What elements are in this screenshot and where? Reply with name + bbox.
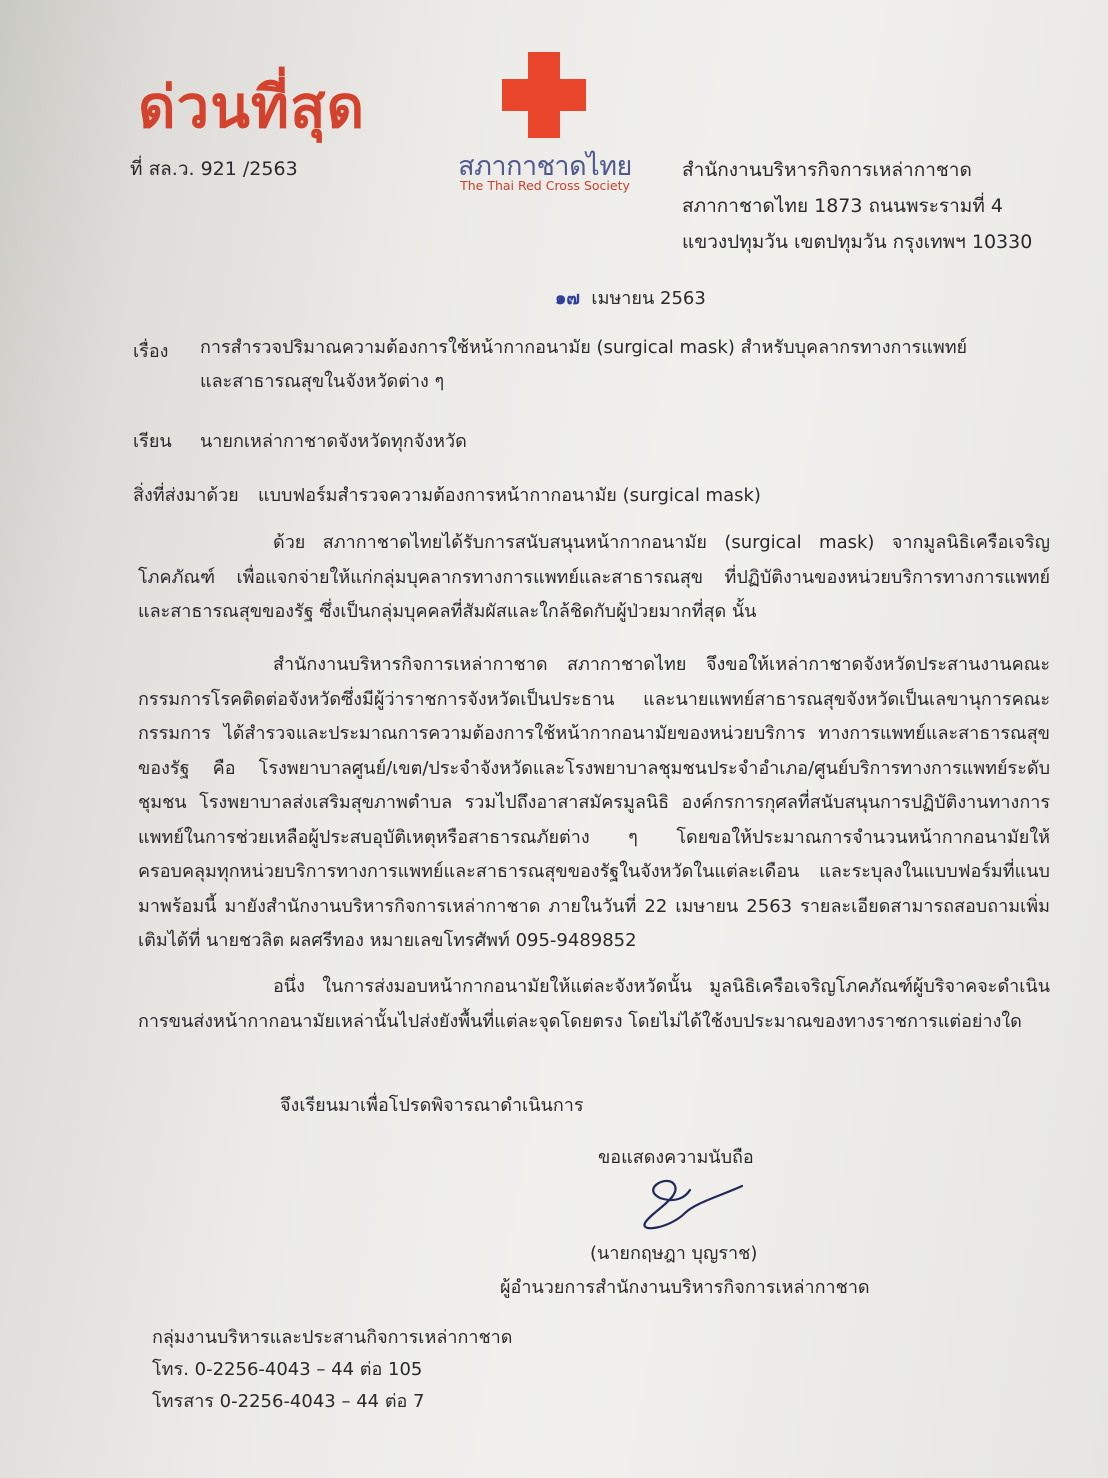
footer-unit: กลุ่มงานบริหารและประสานกิจการเหล่ากาชาด: [152, 1327, 513, 1348]
subject-label: เรื่อง: [133, 341, 169, 362]
sender-address: [682, 152, 1032, 260]
recipient-value: นายกเหล่ากาชาดจังหวัดทุกจังหวัด: [200, 431, 467, 452]
address-line-2: สภากาชาดไทย 1873 ถนนพระรามที่ 4: [682, 195, 1003, 217]
logo-org-thai: สภากาชาดไทย: [458, 151, 632, 182]
red-cross-logo: [455, 52, 635, 202]
handwritten-signature: [630, 1168, 750, 1238]
address-line-1: สำนักงานบริหารกิจการเหล่ากาชาด: [682, 159, 972, 181]
reference-number: ที่ สล.ว. 921 /2563: [130, 158, 298, 180]
closing-request: จึงเรียนมาเพื่อโปรดพิจารณาดำเนินการ: [280, 1095, 584, 1116]
footer-telephone: โทร. 0-2256-4043 – 44 ต่อ 105: [152, 1359, 423, 1380]
footer-fax: โทรสาร 0-2256-4043 – 44 ต่อ 7: [152, 1391, 425, 1412]
signer-position: ผู้อำนวยการสำนักงานบริหารกิจการเหล่ากาชาด: [500, 1277, 870, 1298]
enclosure-value: แบบฟอร์มสำรวจความต้องการหน้ากากอนามัย (surgical mask): [258, 485, 761, 506]
urgency-stamp: ด่วนที่สุด: [138, 73, 366, 141]
contact-footer: [152, 1322, 512, 1418]
body-paragraph-3: อนึ่ง ในการส่งมอบหน้ากากอนามัยให้แต่ละจังหวัดนั้น มูลนิธิเครือเจริญโภคภัณฑ์ผู้บริจาคจะดำเนินการขนส่งหน้ากากอนามัยเหล่านั้นไปส่งยังพื้นที่แต่ละจุดโดยตรง โดยไม่ได้ใช้งบประมาณของทางราชการแต่อย่างใด: [138, 976, 1050, 1032]
recipient-label: เรียน: [133, 431, 172, 452]
enclosure-label: สิ่งที่ส่งมาด้วย: [133, 485, 239, 506]
logo-org-english: The Thai Red Cross Society: [460, 178, 630, 193]
subject-line-2: และสาธารณสุขในจังหวัดต่าง ๆ: [200, 371, 445, 392]
date-month-year: เมษายน 2563: [591, 288, 706, 309]
address-line-3: แขวงปทุมวัน เขตปทุมวัน กรุงเทพฯ 10330: [682, 231, 1033, 253]
body-paragraph-2: สำนักงานบริหารกิจการเหล่ากาชาด สภากาชาดไทย จึงขอให้เหล่ากาชาดจังหวัดประสานงานคณะกรรมการโรคติดต่อจังหวัดซึ่งมีผู้ว่าราชการจังหวัดเป็นประธาน และนายแพทย์สาธารณสุขจังหวัดเป็นเลขานุการคณะกรรมการ ได้สำรวจและประมาณการความต้องการใช้หน้ากากอนามัยของหน่วยบริการ ทางการแพทย์และสาธารณสุขของรัฐ คือ โรงพยาบาลศูนย์/เขต/ประจำจังหวัดและโรงพยาบาลชุมชนประจำอำเภอ/ศูนย์บริการทางการแพทย์ระดับชุมชน โรงพยาบาลส่งเสริมสุขภาพตำบล รวมไปถึงอาสาสมัครมูลนิธิ องค์กรการกุศลที่สนับสนุนการปฏิบัติงานทางการแพทย์ในการช่วยเหลือผู้ประสบอุบัติเหตุหรือสาธารณภัยต่าง ๆ โดยขอให้ประมาณการจำนวนหน้ากากอนามัยให้ครอบคลุมทุกหน่วยบริการทางการแพทย์และสาธารณสุขของรัฐในจังหวัดในแต่ละเดือน และระบุลงในแบบฟอร์มที่แนบมาพร้อมนี้ มายังสำนักงานบริหารกิจการเหล่ากาชาด ภายในวันที่ 22 เมษายน 2563 รายละเอียดสามารถสอบถามเพิ่มเติมได้ที่ นายชวลิต ผลศรีทอง หมายเลขโทรศัพท์ 095-9489852: [138, 654, 1050, 951]
red-cross-icon-bar: [502, 79, 586, 111]
signer-name: (นายกฤษฎา บุญราช): [590, 1243, 758, 1264]
letter-date: [555, 283, 706, 312]
closing-regards: ขอแสดงความนับถือ: [598, 1147, 754, 1168]
date-day-handwritten: ๑๗: [555, 288, 580, 309]
body-paragraph-1: ด้วย สภากาชาดไทยได้รับการสนับสนุนหน้ากากอนามัย (surgical mask) จากมูลนิธิเครือเจริญโภคภัณฑ์ เพื่อแจกจ่ายให้แก่กลุ่มบุคลากรทางการแพทย์และสาธารณสุข ที่ปฏิบัติงานของหน่วยบริการทางการแพทย์และสาธารณสุขของรัฐ ซึ่งเป็นกลุ่มบุคคลที่สัมผัสและใกล้ชิดกับผู้ป่วยมากที่สุด นั้น: [138, 532, 1050, 622]
subject-line-1: การสำรวจปริมาณความต้องการใช้หน้ากากอนามัย (surgical mask) สำหรับบุคลากรทางการแพทย์: [200, 337, 968, 358]
subject-text: [200, 331, 967, 399]
